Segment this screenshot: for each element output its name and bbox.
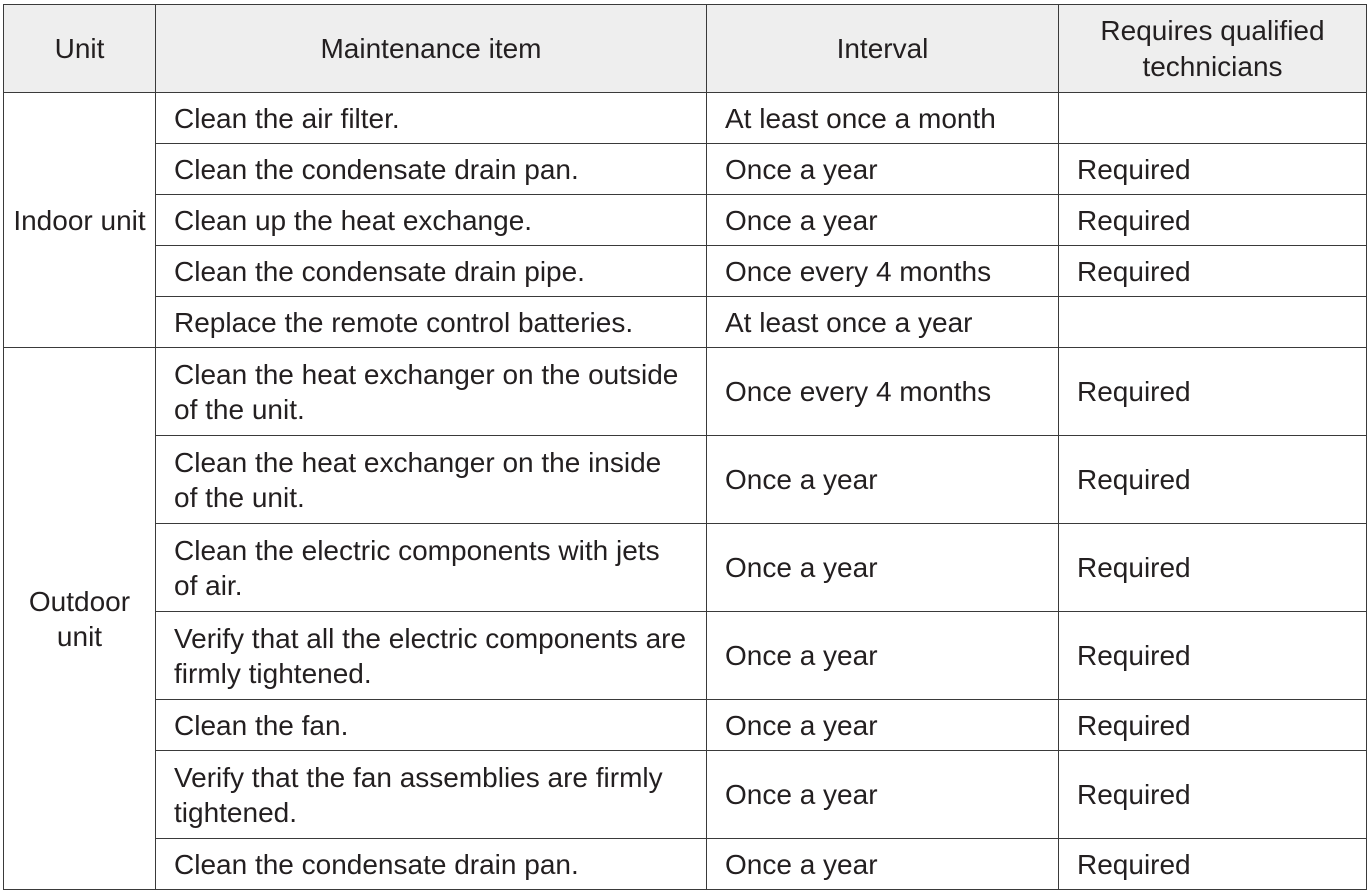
interval: Once a year — [707, 524, 1059, 612]
header-unit: Unit — [4, 5, 156, 93]
table-row — [4, 700, 1367, 751]
technician-required: Required — [1059, 751, 1367, 839]
header-interval: Interval — [707, 5, 1059, 93]
maintenance-item: Clean the condensate drain pipe. — [156, 246, 707, 297]
interval: At least once a month — [707, 93, 1059, 144]
table-row — [4, 612, 1367, 700]
technician-required: Required — [1059, 348, 1367, 436]
unit-indoor: Indoor unit — [4, 93, 156, 348]
table-row — [4, 93, 1367, 144]
maintenance-item: Clean the condensate drain pan. — [156, 144, 707, 195]
interval: Once a year — [707, 751, 1059, 839]
technician-required: Required — [1059, 612, 1367, 700]
maintenance-item: Clean the heat exchanger on the inside of the unit. — [156, 436, 707, 524]
maintenance-item: Clean the fan. — [156, 700, 707, 751]
unit-outdoor: Outdoor unit — [4, 348, 156, 890]
table-row — [4, 348, 1367, 436]
table-row — [4, 144, 1367, 195]
table-row — [4, 524, 1367, 612]
maintenance-item: Verify that all the electric components are firmly tightened. — [156, 612, 707, 700]
interval: Once a year — [707, 839, 1059, 890]
technician-required — [1059, 297, 1367, 348]
maintenance-item: Replace the remote control batteries. — [156, 297, 707, 348]
maintenance-item: Clean the heat exchanger on the outside of the unit. — [156, 348, 707, 436]
table-row — [4, 297, 1367, 348]
interval: Once a year — [707, 436, 1059, 524]
technician-required: Required — [1059, 195, 1367, 246]
technician-required: Required — [1059, 436, 1367, 524]
maintenance-item: Clean the air filter. — [156, 93, 707, 144]
header-requires-technicians: Requires qualified technicians — [1059, 5, 1367, 93]
maintenance-table — [3, 4, 1367, 890]
technician-required: Required — [1059, 144, 1367, 195]
maintenance-item: Verify that the fan assemblies are firmly tightened. — [156, 751, 707, 839]
table-row — [4, 751, 1367, 839]
maintenance-item: Clean up the heat exchange. — [156, 195, 707, 246]
table-row — [4, 839, 1367, 890]
technician-required: Required — [1059, 524, 1367, 612]
interval: Once every 4 months — [707, 348, 1059, 436]
header-row — [4, 5, 1367, 93]
maintenance-item: Clean the electric components with jets of air. — [156, 524, 707, 612]
header-maintenance-item: Maintenance item — [156, 5, 707, 93]
technician-required: Required — [1059, 839, 1367, 890]
table-row — [4, 246, 1367, 297]
table-row — [4, 436, 1367, 524]
technician-required: Required — [1059, 246, 1367, 297]
technician-required: Required — [1059, 700, 1367, 751]
interval: At least once a year — [707, 297, 1059, 348]
table-row — [4, 195, 1367, 246]
interval: Once a year — [707, 700, 1059, 751]
technician-required — [1059, 93, 1367, 144]
interval: Once a year — [707, 195, 1059, 246]
interval: Once every 4 months — [707, 246, 1059, 297]
interval: Once a year — [707, 144, 1059, 195]
interval: Once a year — [707, 612, 1059, 700]
maintenance-item: Clean the condensate drain pan. — [156, 839, 707, 890]
